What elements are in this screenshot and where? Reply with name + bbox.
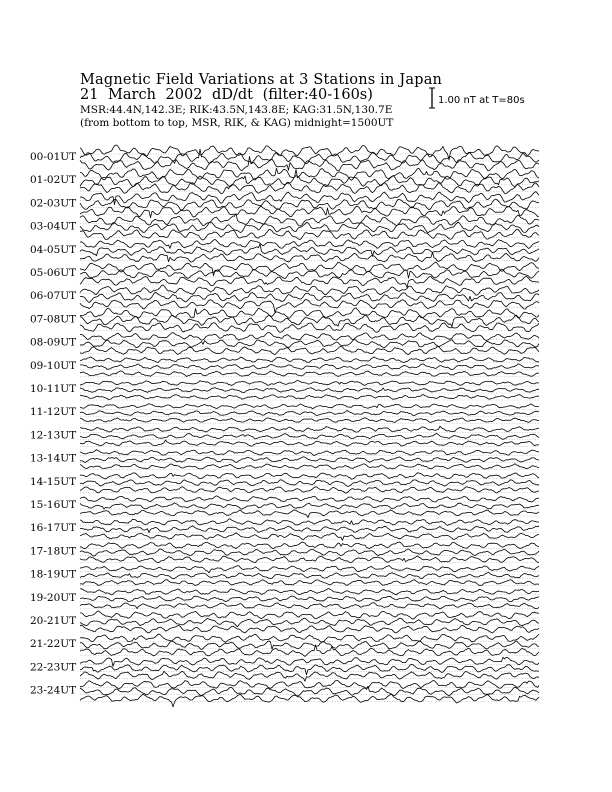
trace-kag bbox=[80, 589, 539, 595]
trace-rik bbox=[80, 434, 539, 440]
hour-label: 05-06UT bbox=[30, 267, 77, 279]
hour-label: 19-20UT bbox=[30, 591, 77, 604]
trace-rik bbox=[80, 364, 539, 370]
hour-label: 16-17UT bbox=[30, 522, 77, 535]
trace-rik bbox=[80, 596, 539, 602]
hour-label: 23-24UT bbox=[30, 684, 77, 697]
trace-rik bbox=[80, 573, 539, 579]
trace-kag bbox=[80, 262, 539, 276]
trace-kag bbox=[80, 168, 539, 180]
trace-rik bbox=[80, 293, 539, 303]
hour-label: 12-13UT bbox=[30, 429, 77, 442]
hour-label: 08-09UT bbox=[30, 336, 77, 349]
trace-kag bbox=[80, 450, 539, 456]
trace-msr bbox=[80, 371, 539, 377]
hour-label: 13-14UT bbox=[30, 452, 77, 465]
hour-label: 18-19UT bbox=[30, 568, 77, 581]
trace-kag bbox=[80, 404, 539, 409]
hour-label: 01-02UT bbox=[30, 174, 77, 187]
trace-kag bbox=[80, 496, 539, 502]
hour-label: 11-12UT bbox=[30, 406, 77, 419]
hour-label: 02-03UT bbox=[30, 197, 77, 210]
trace-kag bbox=[80, 657, 539, 666]
trace-msr bbox=[80, 346, 539, 354]
trace-rik bbox=[80, 411, 539, 416]
hour-label: 07-08UT bbox=[30, 313, 77, 326]
hour-label: 17-18UT bbox=[30, 545, 77, 558]
trace-kag bbox=[80, 214, 539, 226]
chart-title: Magnetic Field Variations at 3 Stations in Japan bbox=[80, 72, 443, 88]
chart-subtitle: 21 March 2002 dD/dt (filter:40-160s) bbox=[80, 87, 373, 103]
trace-msr bbox=[80, 694, 539, 707]
trace-rik bbox=[80, 618, 539, 627]
hour-label: 10-11UT bbox=[30, 383, 77, 395]
scale-label: 1.00 nT at T=80s bbox=[438, 95, 525, 106]
trace-kag bbox=[80, 426, 539, 432]
trace-msr bbox=[80, 300, 539, 313]
trace-kag bbox=[80, 332, 539, 340]
trace-rik bbox=[80, 526, 539, 533]
trace-msr bbox=[80, 645, 539, 657]
trace-msr bbox=[80, 206, 539, 217]
trace-kag bbox=[80, 380, 539, 385]
trace-kag bbox=[80, 542, 539, 549]
trace-kag bbox=[80, 308, 539, 319]
trace-msr bbox=[80, 556, 539, 563]
trace-kag bbox=[80, 285, 539, 295]
trace-rik bbox=[80, 480, 539, 487]
trace-rik bbox=[80, 457, 539, 463]
hour-label: 00-01UT bbox=[30, 151, 77, 163]
hour-label: 06-07UT bbox=[30, 290, 77, 303]
order-note: (from bottom to top, MSR, RIK, & KAG) midnight=1500UT bbox=[80, 117, 394, 129]
trace-msr bbox=[80, 418, 539, 423]
hour-label: 20-21UT bbox=[30, 615, 77, 627]
trace-kag bbox=[80, 519, 539, 526]
trace-kag bbox=[80, 239, 539, 248]
trace-kag bbox=[80, 473, 539, 480]
hour-label: 04-05UT bbox=[30, 243, 77, 256]
trace-rik bbox=[80, 503, 539, 509]
trace-rik bbox=[80, 388, 539, 393]
hour-label: 09-10UT bbox=[30, 359, 77, 372]
trace-msr bbox=[80, 603, 539, 609]
trace-msr bbox=[80, 277, 539, 288]
trace-msr bbox=[80, 671, 539, 681]
hour-label: 21-22UT bbox=[30, 638, 77, 651]
trace-msr bbox=[80, 487, 539, 494]
trace-msr bbox=[80, 580, 539, 586]
trace-rik bbox=[80, 549, 539, 556]
trace-kag bbox=[80, 357, 539, 363]
trace-msr bbox=[80, 440, 539, 446]
hour-label: 14-15UT bbox=[30, 475, 77, 488]
trace-msr bbox=[80, 510, 539, 518]
trace-rik bbox=[80, 315, 539, 327]
trace-msr bbox=[80, 464, 539, 469]
trace-msr bbox=[80, 395, 539, 400]
stations-line: MSR:44.4N,142.3E; RIK:43.5N,143.8E; KAG:31.5N,130.7E bbox=[80, 104, 393, 116]
hour-label: 03-04UT bbox=[30, 220, 77, 233]
hour-label: 22-23UT bbox=[30, 661, 77, 674]
hour-label: 15-16UT bbox=[30, 499, 77, 511]
